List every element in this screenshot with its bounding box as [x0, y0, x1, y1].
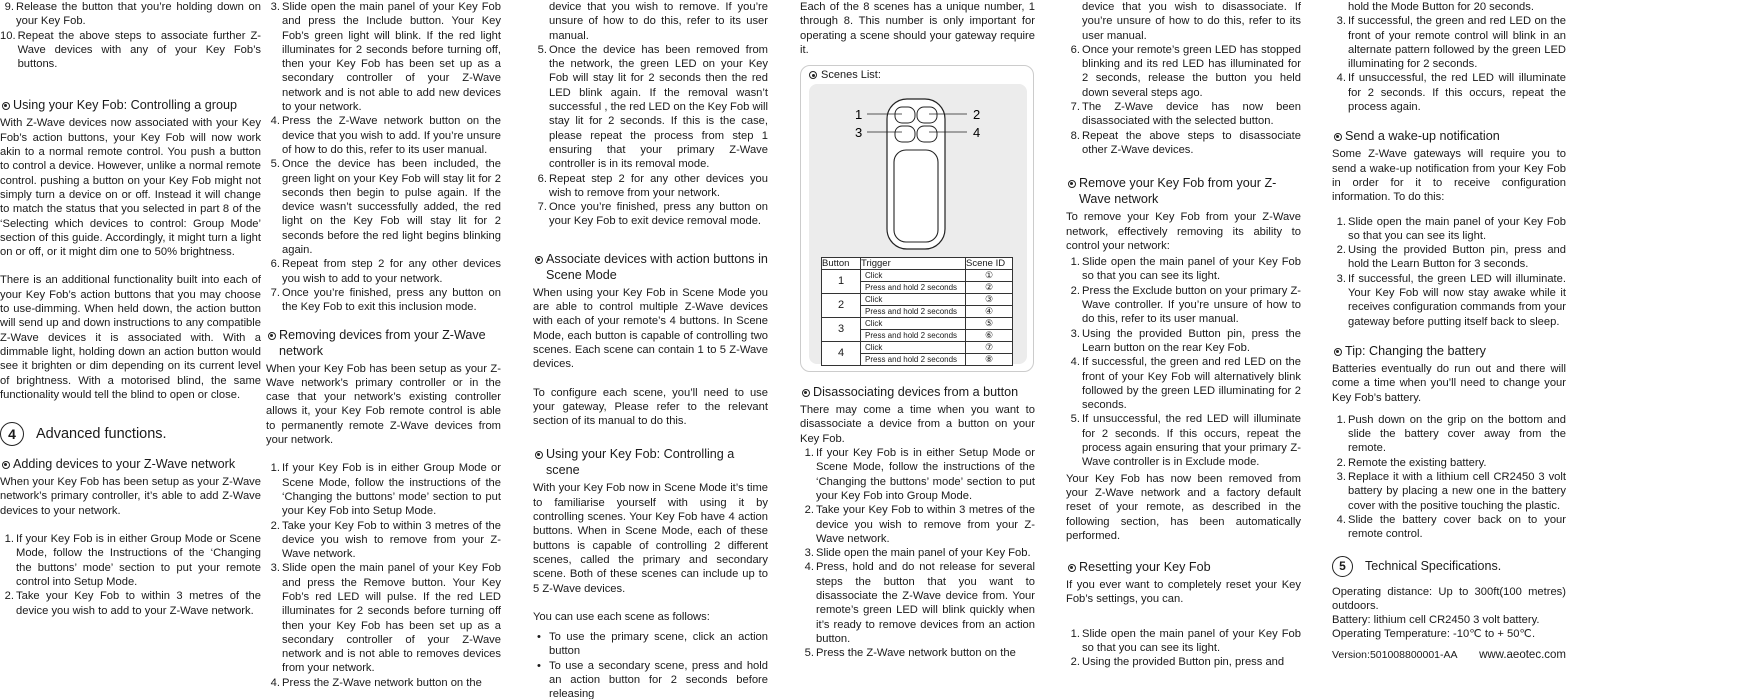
list-text: Slide open the main panel of your Key Fob and press the Remove button. Your Key Fob’s red LED will pulse. If the red LED illuminates for 2 seconds before turning off then your Key Fob has been set up as a secondary controller of your Z-Wave network and is not able to removes devices from your network. — [282, 562, 501, 675]
list-number: 3. — [270, 1, 280, 13]
bullet-icon — [1332, 128, 1345, 144]
list-col5-b — [1066, 255, 1301, 469]
list-item — [0, 29, 261, 72]
bullet-icon — [533, 446, 546, 478]
section-5-title: 5 Technical Specifications. — [1332, 556, 1566, 577]
list-item — [800, 446, 1035, 503]
list-item — [1332, 71, 1566, 114]
list-number: 3. — [804, 547, 814, 560]
list-item — [800, 546, 1035, 560]
list-text: If your Key Fob is in either Group Mode or Scene Mode, follow the instructions of the ‘Changing the buttons’ mode’ section to put your Key Fob into Setup Mode. — [282, 462, 501, 518]
list-text: Take your Key Fob to within 3 metres of the device you wish to add to your Z-Wave network. — [16, 590, 261, 617]
table-row: Press and hold 2 seconds ② — [822, 282, 1013, 294]
list-number: 5. — [1070, 413, 1080, 426]
bullet-icon — [800, 384, 813, 400]
keyfob-button-1 — [895, 107, 915, 123]
list-number: 4. — [1336, 72, 1346, 85]
list-text: Press the Z-Wave network button on the — [282, 676, 482, 689]
list-text: If your Key Fob is in either Group Mode or Scene Mode, follow the Instructions of the ‘Changing the buttons’ mode’ section to put your remote control into Setup Mode. — [16, 533, 261, 588]
list-item — [1066, 355, 1301, 412]
list-text: Once the device has been removed from the network, the green LED on your Key Fob will stay lit for 2 seconds then the red LED blink again. If the removal wasn’t successful , the red LED on the Key Fob will stay lit for 2 seconds. If this is the case, please repeat the process from step 1 ensuring that your primary Z-Wave controller is in its removal mode. — [549, 43, 768, 171]
list-text: Repeat from step 2 for any other devices you wish to add to your network. — [282, 258, 501, 285]
list-item — [266, 461, 501, 518]
footer — [1332, 648, 1566, 662]
list-text: Repeat step 2 for any other devices you wish to remove from your network. — [549, 172, 768, 199]
list-number: 1. — [270, 462, 280, 475]
list-number: 7. — [1070, 101, 1080, 114]
paragraph: Each of the 8 scenes has a unique number, 1 through 8. This number is only important for operating a scene should your gateway require it. — [800, 1, 1035, 56]
paragraph: Some Z-Wave gateways will require you to send a wake-up notification from your Key Fob in order for it to receive configuration information. To do this: — [1332, 148, 1566, 204]
list-disassociate — [800, 446, 1035, 660]
list-text: Using the provided Button pin, press and — [1082, 656, 1285, 669]
list-item — [266, 286, 501, 315]
continued-text: hold the Mode Button for 20 seconds. — [1348, 1, 1534, 13]
list-text: Take your Key Fob to within 3 metres of the device you wish to remove from your Z-Wave network. — [282, 519, 501, 561]
paragraph: To configure each scene, you’ll need to use your gateway, Please refer to the relevant section of its manual to do this. — [533, 386, 768, 428]
list-item — [537, 659, 768, 699]
list-number: 3. — [270, 562, 280, 575]
bullet-icon — [1332, 343, 1345, 359]
list-col2-b — [266, 461, 501, 690]
paragraph: With Z-Wave devices now associated with your Key Fob’s action buttons, your Key Fob will now work akin to a normal remote control. You push a button to control a device. However, unlike a normal remote control. pushing a button on your Key Fob might not simply turn a device on or off. Instead it will change to match the status that you selected in part 8 of the ‘Selecting which devices to control: Group Mode’ section of this guide. Accordingly, it might turn a light on or off, or it might dim one to 50% brightness. — [0, 117, 261, 259]
list-item — [266, 157, 501, 257]
list-item — [266, 0, 501, 114]
list-number: 1. — [1070, 627, 1080, 640]
column-4 — [800, 0, 1035, 699]
list-number: 9. — [4, 1, 14, 13]
heading-wake-up: Send a wake-up notification — [1332, 128, 1566, 144]
column-5 — [1066, 0, 1301, 699]
list-text: Once the device has been included, the green light on your Key Fob will stay lit for 2 seconds then begin to pulse again. If the device wasn’t successfully added, the red light on the Key Fob will stay lit for 2 seconds before the red light begins blinking again. — [282, 158, 501, 257]
list-text: Once you’re finished, press any button on the Key Fob to exit this inclusion mode. — [282, 286, 501, 314]
list-text: If successful, the green LED will illuminate. Your Key Fob will now stay awake while it receives configuration commands from your gateway before putting itself back to sleep. — [1348, 272, 1566, 328]
list-number: 5. — [537, 43, 547, 56]
list-number: 2. — [1070, 284, 1080, 297]
list-item — [0, 0, 261, 29]
keyfob-illustration — [809, 84, 1027, 254]
list-item — [1332, 470, 1566, 513]
list-number: 1. — [4, 533, 14, 546]
scenes-list-panel — [809, 84, 1027, 364]
list-number: 4. — [1070, 356, 1080, 369]
list-text: Press the Exclude button on your primary Z-Wave controller. If you’re unsure of how to do this, refer to its user manual. — [1082, 284, 1301, 326]
list-col5-a — [1066, 43, 1301, 157]
list-col1-top — [0, 0, 261, 71]
heading-changing-battery: Tip: Changing the battery — [1332, 343, 1566, 359]
list-text: To use a secondary scene, press and hold an action button for 2 seconds before releasing — [549, 659, 768, 699]
paragraph: When using your Key Fob in Scene Mode you are able to control multiple Z-Wave devices with each of your remote’s 4 buttons. In Scene Mode, each button is capable of controlling two scenes. Each scene can contain 1 to 5 Z-Wave devices. — [533, 286, 768, 371]
paragraph: You can use each scene as follows: — [533, 610, 710, 623]
list-item — [1332, 456, 1566, 470]
list-text: Slide open the main panel of your Key Fob and press the Include button. Your Key Fob’s green light will blink. If the red light illuminates for 2 seconds before turning off, then your Key Fob has been set up as a secondary controller of your Z-Wave network and is not able to add new devices to your network. — [282, 1, 501, 114]
table-row: 1 Click ① — [822, 270, 1013, 282]
bullet-icon — [1066, 559, 1079, 575]
heading-adding-devices: Adding devices to your Z-Wave network — [0, 456, 261, 472]
list-item — [0, 589, 261, 618]
list-item — [537, 630, 768, 659]
version-label: Version:501008800001-AA — [1332, 648, 1458, 661]
paragraph: Your Key Fob has now been removed from your Z-Wave network and a factory default reset of your remote, as described in the following section, has been automatically performed. — [1066, 472, 1301, 542]
table-row: 2 Click ③ — [822, 294, 1013, 306]
list-number: 1. — [1336, 215, 1346, 228]
column-6 — [1332, 0, 1566, 699]
list-number: 6. — [1070, 43, 1080, 56]
list-number: 1. — [1070, 256, 1080, 269]
list-item — [1066, 327, 1301, 356]
heading-controlling-scene: Using your Key Fob: Controlling a scene — [533, 446, 768, 478]
fob-label-3: 3 — [855, 125, 863, 141]
table-header: Scene ID — [966, 258, 1013, 270]
list-text: Slide open the main panel of your Key Fob. — [816, 547, 1031, 560]
list-item — [533, 200, 768, 229]
list-item — [1332, 243, 1566, 272]
list-number: 7. — [270, 286, 280, 299]
bullet-icon — [809, 71, 817, 79]
column-3 — [533, 0, 768, 699]
list-item — [266, 257, 501, 286]
list-item — [1066, 412, 1301, 469]
list-text: To use the primary scene, click an action button — [549, 631, 768, 658]
list-item — [1066, 284, 1301, 327]
list-number: 8. — [1070, 129, 1080, 142]
spec-distance: Operating distance: Up to 300ft(100 metres) outdoors. — [1332, 585, 1566, 612]
list-number: 4. — [1336, 513, 1346, 526]
keyfob-button-2 — [917, 107, 937, 123]
list-col3-a — [533, 43, 768, 229]
fob-label-1: 1 — [855, 107, 863, 123]
column-2 — [266, 0, 501, 699]
list-number: 2. — [1336, 456, 1346, 469]
list-col2-a — [266, 0, 501, 315]
list-item — [1332, 513, 1566, 542]
spec-temperature: Operating Temperature: -10℃ to + 50℃. — [1332, 628, 1536, 641]
list-number: 3. — [1070, 327, 1080, 340]
list-number: 4. — [270, 676, 280, 689]
table-row: Press and hold 2 seconds ⑥ — [822, 330, 1013, 342]
scenes-table — [821, 257, 1013, 366]
list-text: Slide open the main panel of your Key Fob so that you can see its light. — [1082, 256, 1301, 283]
bullet-icon — [266, 327, 279, 359]
list-text: Slide the battery cover back on to your remote control. — [1348, 513, 1566, 541]
paragraph: To remove your Key Fob from your Z-Wave network, effectively removing its ability to control your network: — [1066, 211, 1301, 252]
continued-text: device that you wish to disassociate. If you’re unsure of how to do this, refer to its user manual. — [1082, 1, 1301, 42]
list-number: 2. — [4, 590, 14, 603]
list-text: If unsuccessful, the red LED will illuminate for 2 seconds. If this occurs, repeat the process again. — [1348, 72, 1566, 114]
heading-remove-keyfob: Remove your Key Fob from your Z-Wave network — [1066, 175, 1301, 207]
list-text: If successful, the green and red LED on the front of your Key Fob will alternatively blink followed by the green LED illuminating for 2 seconds. — [1082, 356, 1301, 412]
keyfob-slider — [894, 150, 938, 242]
list-number: • — [537, 631, 541, 644]
column-1 — [0, 0, 261, 699]
spec-battery: Battery: lithium cell CR2450 3 volt battery. — [1332, 614, 1540, 627]
list-text: Push down on the grip on the bottom and slide the battery cover away from the remote. — [1348, 413, 1566, 455]
fob-label-4: 4 — [973, 125, 981, 141]
list-text: Remote the existing battery. — [1348, 456, 1487, 469]
heading-removing-devices: Removing devices from your Z-Wave network — [266, 327, 501, 359]
list-item — [800, 646, 1035, 660]
list-number: 1. — [1336, 413, 1346, 426]
list-number: 7. — [537, 201, 547, 214]
list-number: 3. — [1336, 272, 1346, 285]
list-col5-c — [1066, 627, 1301, 670]
list-number: 1. — [804, 447, 814, 460]
continued-text: device that you wish to remove. If you’re unsure of how to do this, refer to its user manual. — [549, 1, 768, 42]
table-row: Press and hold 2 seconds ⑧ — [822, 354, 1013, 366]
list-text: Press, hold and do not release for several steps the button that you want to disassociate the Z-Wave device from. Your remote’s green LED will blink quickly when it’s ready to remove devices from an action button. — [816, 561, 1035, 645]
list-item — [1066, 100, 1301, 129]
list-number: 4. — [804, 561, 814, 574]
list-item — [1332, 215, 1566, 244]
list-item — [1066, 255, 1301, 284]
paragraph: There may come a time when you want to disassociate a device from a button on your Key Fob. — [800, 404, 1035, 445]
website-link[interactable]: www.aeotec.com — [1479, 648, 1566, 661]
list-text: Using the provided Button pin, press the Learn button on the rear Key Fob. — [1082, 327, 1301, 354]
list-number: 6. — [270, 258, 280, 271]
paragraph: If you ever want to completely reset your Key Fob’s settings, you can. — [1066, 579, 1301, 606]
list-item — [1066, 627, 1301, 656]
table-row: Press and hold 2 seconds ④ — [822, 306, 1013, 318]
heading-associate-scene: Associate devices with action buttons in Scene Mode — [533, 251, 768, 283]
keyfob-button-4 — [917, 126, 937, 142]
list-scene-usage — [533, 630, 768, 699]
list-text: The Z-Wave device has now been disassociated with the selected button. — [1082, 101, 1301, 128]
list-number: 10. — [0, 29, 16, 42]
paragraph: With your Key Fob now in Scene Mode it’s time to familiarise yourself with using it by controlling scenes. Your Key Fob have 4 action buttons. When in Scene Mode, each of these buttons is capable of controlling 2 different scenes, called the primary and secondary scene. Both of these scenes can include up to 5 Z-Wave devices. — [533, 482, 768, 595]
list-item — [266, 519, 501, 562]
list-adding — [0, 532, 261, 618]
bullet-icon — [1066, 175, 1079, 207]
scenes-list-figure — [800, 65, 1034, 372]
list-number: 2. — [804, 504, 814, 517]
list-number: • — [537, 659, 541, 672]
paragraph: When your Key Fob has been setup as your Z-Wave network’s primary controller or in the case that your network’s existing controller allows it, your Key Fob remote control is able to permanently remote Z-Wave devices from your network. — [266, 362, 501, 447]
list-item — [1066, 655, 1301, 669]
keyfob-button-3 — [895, 126, 915, 142]
list-text: Once your remote’s green LED has stopped blinking and its red LED has illuminated for 2 seconds, release the button you held down several steps ago. — [1082, 43, 1301, 99]
list-item — [1332, 272, 1566, 329]
list-number: 4. — [270, 115, 280, 128]
bullet-icon — [0, 456, 13, 472]
table-row: 4 Click ⑦ — [822, 342, 1013, 354]
list-text: Slide open the main panel of your Key Fob so that you can see its light. — [1082, 627, 1301, 654]
list-col6-a — [1332, 14, 1566, 114]
section-number-circle: 4 — [0, 422, 24, 446]
fob-label-2: 2 — [973, 107, 981, 123]
list-number: 2. — [270, 519, 280, 532]
list-text: Using the provided Button pin, press and hold the Learn Button for 3 seconds. — [1348, 244, 1566, 271]
list-item — [533, 172, 768, 201]
list-item — [1332, 14, 1566, 71]
list-number: 5. — [804, 647, 814, 660]
list-text: If unsuccessful, the red LED will illuminate for 2 seconds. If this occurs, repeat the process again ensuring that your primary Z-Wave controller is in Exclude mode. — [1082, 413, 1301, 469]
list-text: Take your Key Fob to within 3 metres of the device you wish to remove from your Z-Wave network. — [816, 504, 1035, 545]
list-text: Once you’re finished, press any button on your Key Fob to exit device removal mode. — [549, 201, 768, 228]
list-text: Press the Z-Wave network button on the — [816, 647, 1016, 660]
list-text: If your Key Fob is in either Setup Mode or Scene Mode, follow the instructions of the ‘Changing the buttons’ mode’ section to put your Key Fob into Group Mode. — [816, 447, 1035, 502]
list-number: 6. — [537, 172, 547, 185]
bullet-icon — [533, 251, 546, 283]
list-number: 3. — [1336, 471, 1346, 484]
section-4-title: 4 Advanced functions. — [0, 422, 261, 446]
list-item — [800, 503, 1035, 546]
table-header: Trigger — [861, 258, 966, 270]
list-text: If successful, the green and red LED on the front of your remote control will blink in an alternate pattern followed by the green LED illuminating for 2 seconds. — [1348, 15, 1566, 71]
paragraph: When your Key Fob has been setup as your Z-Wave network’s primary controller, it’s able to add Z-Wave devices to your network. — [0, 476, 261, 517]
section-number-circle: 5 — [1332, 556, 1353, 577]
list-col6-b — [1332, 215, 1566, 329]
list-item — [533, 43, 768, 172]
list-text: Repeat the above steps to disassociate other Z-Wave devices. — [1082, 129, 1301, 156]
scenes-list-title: Scenes List: — [809, 68, 881, 82]
table-header: Button — [822, 258, 861, 270]
list-text: Release the button that you’re holding down on your Key Fob. — [16, 1, 261, 28]
bullet-icon — [0, 97, 13, 113]
paragraph: There is an additional functionality built into each of your Key Fob’s action buttons that you may choose to use-dimming. When held down, the action button will send up and down instructions to any compatible Z-Wave devices it is associated with. With a dimmable light, holding down an action button would see it brighten or dim depending on its current level of brightness. With a motorised blind, the same functionality would tell the blind to open or close. — [0, 274, 261, 401]
list-text: Replace it with a lithium cell CR2450 3 volt battery by placing a new one in the battery cover with the positive touching the plastic. — [1348, 471, 1566, 512]
list-text: Slide open the main panel of your Key Fob so that you can see its light. — [1348, 215, 1566, 242]
list-number: 3. — [1336, 15, 1346, 28]
table-row: 3 Click ⑤ — [822, 318, 1013, 330]
heading-controlling-group: Using your Key Fob: Controlling a group — [0, 97, 261, 113]
list-col6-c — [1332, 413, 1566, 542]
list-number: 2. — [1070, 656, 1080, 669]
list-item — [1066, 43, 1301, 100]
paragraph: Batteries eventually do run out and there will come a time when you’ll need to change your Key Fob’s battery. — [1332, 362, 1566, 404]
list-item — [800, 560, 1035, 646]
list-text: Repeat the above steps to associate further Z-Wave devices with any of your Key Fob’s buttons. — [17, 29, 261, 71]
list-item — [266, 676, 501, 690]
heading-resetting: Resetting your Key Fob — [1066, 559, 1301, 575]
list-item — [1066, 129, 1301, 158]
list-text: Press the Z-Wave network button on the device that you wish to add. If you’re unsure of how to do this, refer to its user manual. — [282, 115, 501, 156]
heading-disassociating: Disassociating devices from a button — [800, 384, 1035, 400]
list-item — [266, 561, 501, 675]
list-item — [0, 532, 261, 589]
list-number: 5. — [270, 158, 280, 171]
list-number: 2. — [1336, 244, 1346, 257]
list-item — [266, 114, 501, 157]
list-item — [1332, 413, 1566, 456]
